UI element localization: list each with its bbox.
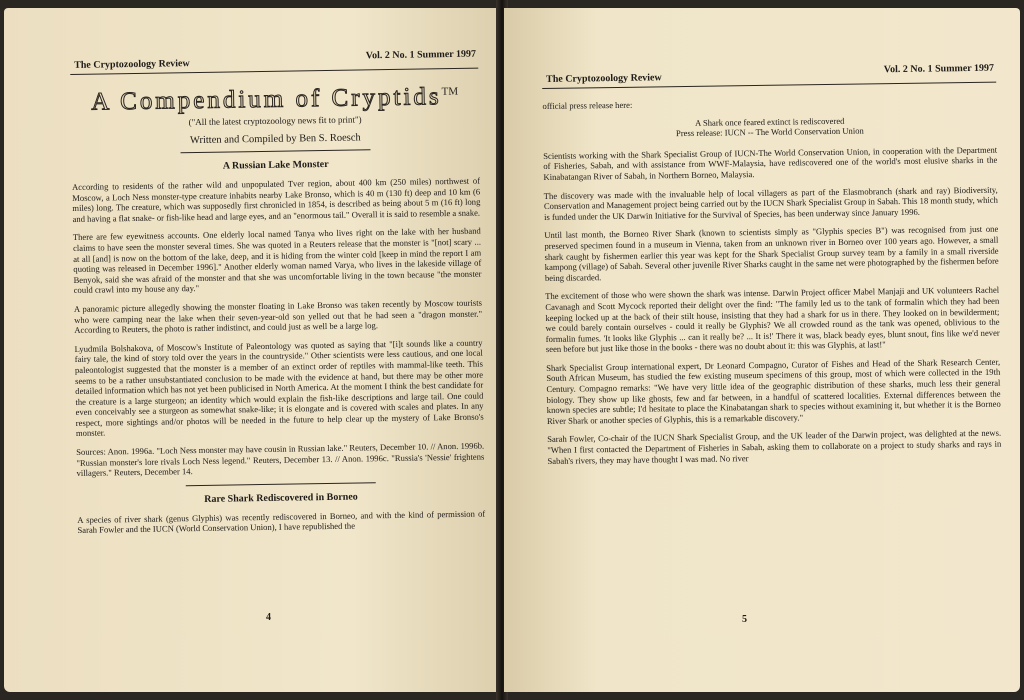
volume-info: Vol. 2 No. 1 Summer 1997 [365,48,477,62]
paragraph: Until last month, the Borneo River Shark (known to scientists simply as "Glyphis species B") was recognised from just one preserved specimen found in a museum in Vienna, taken from an unknown river in Borneo over 100 years ago. However, a small shark caught by fishermen earlier this year was kept for the Shark Specialist Group survey team by a family in a small riverside kampong (village) of Sabah. Several other juvenile River Sharks caught in the same net were photographed by the fishermen before being discarded. [544,223,999,283]
paragraph: There are few eyewitness accounts. One elderly local named Tanya who lives right on the lake with her husband claims to have seen the monster several times. She was quoted in a Reuters release that the monster is "[not] scary ... at all [and] is now on the bottom of the lake, deep, and it is hiding from the winter cold [keep in mind the report I am quoting was released in December 1996]." Another elderly woman named Varya, who lives in the lakeside village of Benyok, said she was afraid of the monster and that she was uncomfortable living in the town because "the monster could crawl into my house any day." [72,225,482,296]
paragraph: Shark Specialist Group international expert, Dr Leonard Compagno, Curator of Fishes and Head of the Shark Research Center, South African Museum, has studied the few existing museum specimens of this group, most of which were collected in the 19th Century. Compagno remarks: "We have very little idea of the geographic distribution of these sharks, much less their general biology. They show up like ghosts, few and far between, in a handful of scattered localities. External differences between the known species are subtle; I'd hesitate to place the Kinabatangan shark to species without examining it, but whether it is the Borneo River Shark or another species of Glyphis, this is a remarkable discovery." [546,356,1001,426]
journal-name: The Cryptozoology Review [74,58,190,71]
column-title-block [71,83,480,155]
paragraph: A species of river shark (genus Glyphis) was recently rediscovered in Borneo, and with the kind of permission of Sarah Fowler and the IUCN (World Conservation Union), I have republished the [77,508,486,536]
intro-line: official press release here: [542,99,633,111]
paragraph: Sarah Fowler, Co-chair of the IUCN Shark Specialist Group, and the UK leader of the Darwin project, was delighted at the news. "When I first contacted the Department of Fisheries in Sabah, asking them to collaborate on a project to study sharks and rays in Sabah's rivers, they may have thought I was mad. No river [547,428,1002,466]
paragraph: According to residents of the rather wild and unpopulated Tver region, about 400 km (250 miles) northwest of Moscow, a Loch Ness monster-type creature inhabits nearby Lake Bronso, which is 40 m (130 ft) deep and 10 km (6 miles) long. The creature, which was supposedly first chronicled in 1854, is described as being about 5 m (16 ft) long and having a flat snake- or fish-like head and large eyes, and an "enormous tail." Overall it is said to resemble a snake. [71,175,481,224]
paragraph: The discovery was made with the invaluable help of local villagers as part of the Elasmobranch (shark and ray) Biodiversity, Conservation and Management project being carried out by the IUCN Shark Specialist Group in Sabah. This 18 month study, which is funded under the UK Darwin Initiative for the Survival of Species, has been underway since January 1996. [543,184,998,222]
trademark-mark: TM [441,85,459,98]
press-release-source: Press release: IUCN -- The World Conservation Union [675,125,864,139]
journal-name: The Cryptozoology Review [546,72,662,85]
volume-info: Vol. 2 No. 1 Summer 1997 [883,62,995,76]
paragraph: The excitement of those who were shown the shark was intense. Darwin Project officer Mabel Manjaji and UK volunteers Rachel Cavanagh and Scott Mycock reported their delight over the find: "The family led us to the tank of formalin which they had been keeping locked up at the back of their stilt house, insisting that they had a shark for us in there. They looked on in bewilderment; we could barely contain ourselves - could it really be Glyphis? We all crowded round as the tank was opened, oblivious to the formalin fumes. 'It looks like Glyphis ... can it really be? ... It is!' There it was, black beady eyes, blunt snout, fins like we'd never seen before but just like those in the books - there was no doubt about it: this was Glyphis, at last!" [545,284,1000,355]
paragraph: A panoramic picture allegedly showing the monster floating in Lake Bronso was taken recently by Moscow tourists who were camping near the lake when their seven-year-old son yelled out that he had seen a "dragon monster." According to Reuters, the photo is rather indistinct, and could just as well be a large log. [73,297,483,336]
byline: Written and Compiled by Ben S. Roesch [189,132,361,147]
right-page [504,8,1020,692]
right-page-content [542,64,1002,475]
divider [186,482,376,486]
section-heading-rare-shark: Rare Shark Rediscovered in Borneo [204,491,358,505]
left-page [4,8,500,692]
press-release-title: A Shark once feared extinct is rediscovered [694,115,845,128]
running-header-right [542,64,996,89]
running-header-left [70,50,478,75]
column-subtitle: ("All the latest cryptozoology news fit to print") [188,114,362,128]
press-release-header [543,113,997,141]
page-number-right: 5 [742,614,747,625]
sources-paragraph: Sources: Anon. 1996a. "Loch Ness monster may have cousin in Russian lake." Reuters, December 10. // Anon. 1996b. "Russian monster's lore rivals Loch Ness legend." Reuters, December 13. // Anon. 1996c. "Russia's 'Nessie' frightens villagers." Reuters, December 14. [76,440,485,479]
page-number-left: 4 [266,612,271,623]
column-title: A Compendium of Cryptids™ [91,83,459,116]
paragraph: Lyudmila Bolshakova, of Moscow's Institute of Paleontology was quoted as saying that "[i]t sounds like a country fairy tale, the kind of story told over the years in the countryside." Other scientists were less cautious, and one local paleontologist suggested that the monster is a member of an extinct order of reptiles with mammal-like teeth. This seems to be a rather unsubstantiated conclusion to be made with the evidence at hand, but there may be other more detailed information which has not yet been publicised in North America. At the moment I think the best candidate for the creature is a large sturgeon; an identity which would explain the fish-like descriptions and large tail. One could even conceivably see a sturgeon as somewhat snake-like; it is elongate and is covered with scales and plates. In any respect, more sightings and/or photos will be needed in the future to help clear up the mystery of Lake Bronso's monster. [74,337,484,439]
paragraph: Scientists working with the Shark Specialist Group of IUCN-The World Conservation Union, in cooperation with the Department of Fisheries, Sabah, and with assistance from WWF-Malaysia, have rediscovered one of the world's most elusive sharks in the Kinabatangan River of Sabah, in Northern Borneo, Malaysia. [543,144,998,182]
section-heading-russian-lake-monster: A Russian Lake Monster [222,158,329,172]
divider [181,149,371,153]
left-page-content [70,50,486,544]
